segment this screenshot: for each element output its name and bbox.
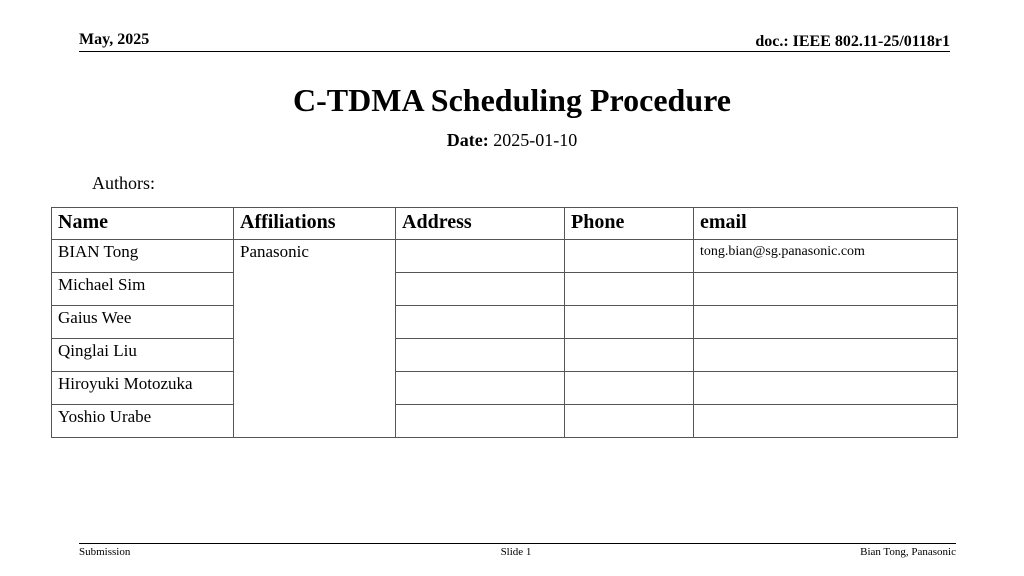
authors-table [51,207,958,438]
table-row [52,306,958,339]
author-phone [565,306,694,339]
slide-title: C-TDMA Scheduling Procedure [293,82,731,118]
author-phone [565,405,694,438]
author-phone [565,339,694,372]
date-label: Date: [446,130,489,150]
author-email [694,372,958,405]
author-name: Michael Sim [52,273,234,306]
date-line [0,130,1024,151]
table-row [52,339,958,372]
authors-label: Authors: [92,173,155,193]
header-name: Name [52,208,234,240]
author-address [396,240,565,273]
author-address [396,405,565,438]
author-email [694,339,958,372]
header-divider [79,51,950,52]
table-header-row [52,208,958,240]
header-affiliations: Affiliations [234,208,396,240]
header-address: Address [396,208,565,240]
header-doc-id: doc.: IEEE 802.11-25/0118r1 [755,33,950,50]
author-name: Hiroyuki Motozuka [52,372,234,405]
author-phone [565,240,694,273]
table-row [52,372,958,405]
author-name: Gaius Wee [52,306,234,339]
author-address [396,372,565,405]
footer-divider [79,543,956,544]
footer-author: Bian Tong, Panasonic [860,546,956,558]
footer-slide-number: Slide 1 [500,546,532,558]
table-row [52,405,958,438]
author-email [694,405,958,438]
header-phone: Phone [565,208,694,240]
author-phone [565,372,694,405]
author-name: Qinglai Liu [52,339,234,372]
author-email [694,273,958,306]
author-name: BIAN Tong [52,240,234,273]
author-name: Yoshio Urabe [52,405,234,438]
author-address [396,306,565,339]
table-row [52,240,958,273]
header-email: email [694,208,958,240]
table-row [52,273,958,306]
author-address [396,339,565,372]
author-email: tong.bian@sg.panasonic.com [694,240,958,273]
author-email [694,306,958,339]
header-date: May, 2025 [79,31,150,48]
author-phone [565,273,694,306]
author-address [396,273,565,306]
footer-submission: Submission [79,546,131,558]
date-value: 2025-01-10 [493,130,578,150]
author-affiliation: Panasonic [234,240,396,438]
